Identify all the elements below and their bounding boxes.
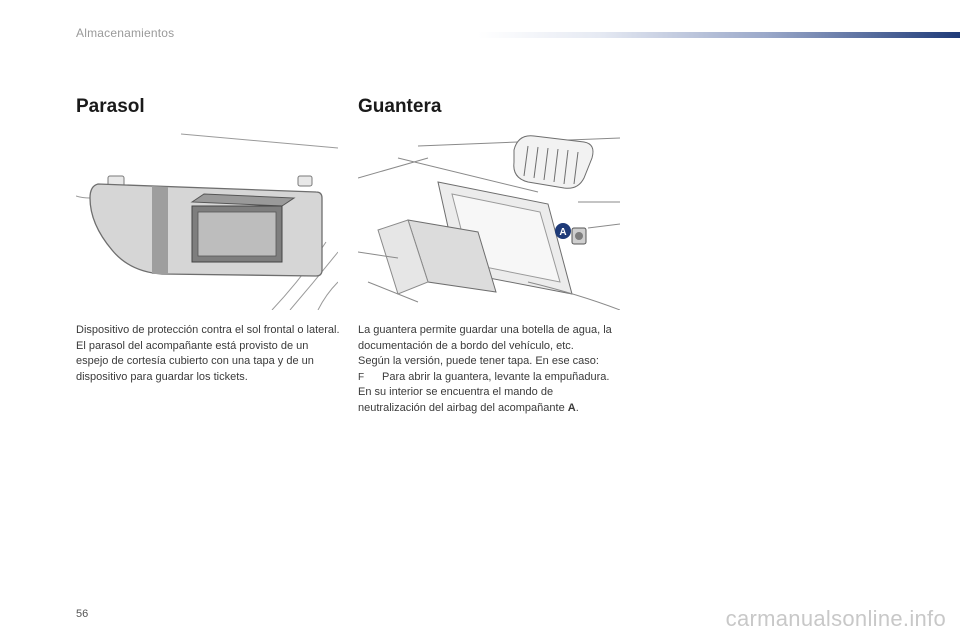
guantera-paragraph: La guantera permite guardar una botella de agua, la documentación de a bordo del vehículo, etc. [358, 324, 612, 352]
guantera-bullet-item [358, 370, 620, 386]
running-header: Almacenamientos [76, 26, 175, 40]
section-title-guantera: Guantera [358, 96, 442, 117]
page-number: 56 [76, 608, 89, 620]
guantera-paragraph-text: En su interior se encuentra el mando de neutralización del airbag del acompañante [358, 386, 568, 414]
guantera-paragraph [358, 385, 620, 416]
guantera-description [358, 323, 620, 416]
bullet-text: Para abrir la guantera, levante la empuñadura. [382, 370, 610, 383]
glovebox-illustration [358, 132, 620, 310]
watermark: carmanualsonline.info [725, 606, 946, 631]
airbag-control-reference: A [567, 401, 576, 414]
bullet-marker-icon: F [358, 371, 365, 383]
header-gradient-bar [478, 32, 960, 38]
parasol-paragraph: Dispositivo de protección contra el sol frontal o lateral. [76, 324, 340, 336]
section-title-parasol: Parasol [76, 96, 145, 117]
callout-label-a: A [559, 227, 567, 238]
parasol-paragraph: El parasol del acompañante está provisto de un espejo de cortesía cubierto con una tapa y de un dispositivo para guardar los tickets. [76, 339, 314, 383]
guantera-paragraph: Según la versión, puede tener tapa. En ese caso: [358, 355, 599, 367]
sentence-end: . [575, 401, 579, 414]
parasol-description [76, 323, 340, 385]
sun-visor-illustration [76, 132, 338, 310]
